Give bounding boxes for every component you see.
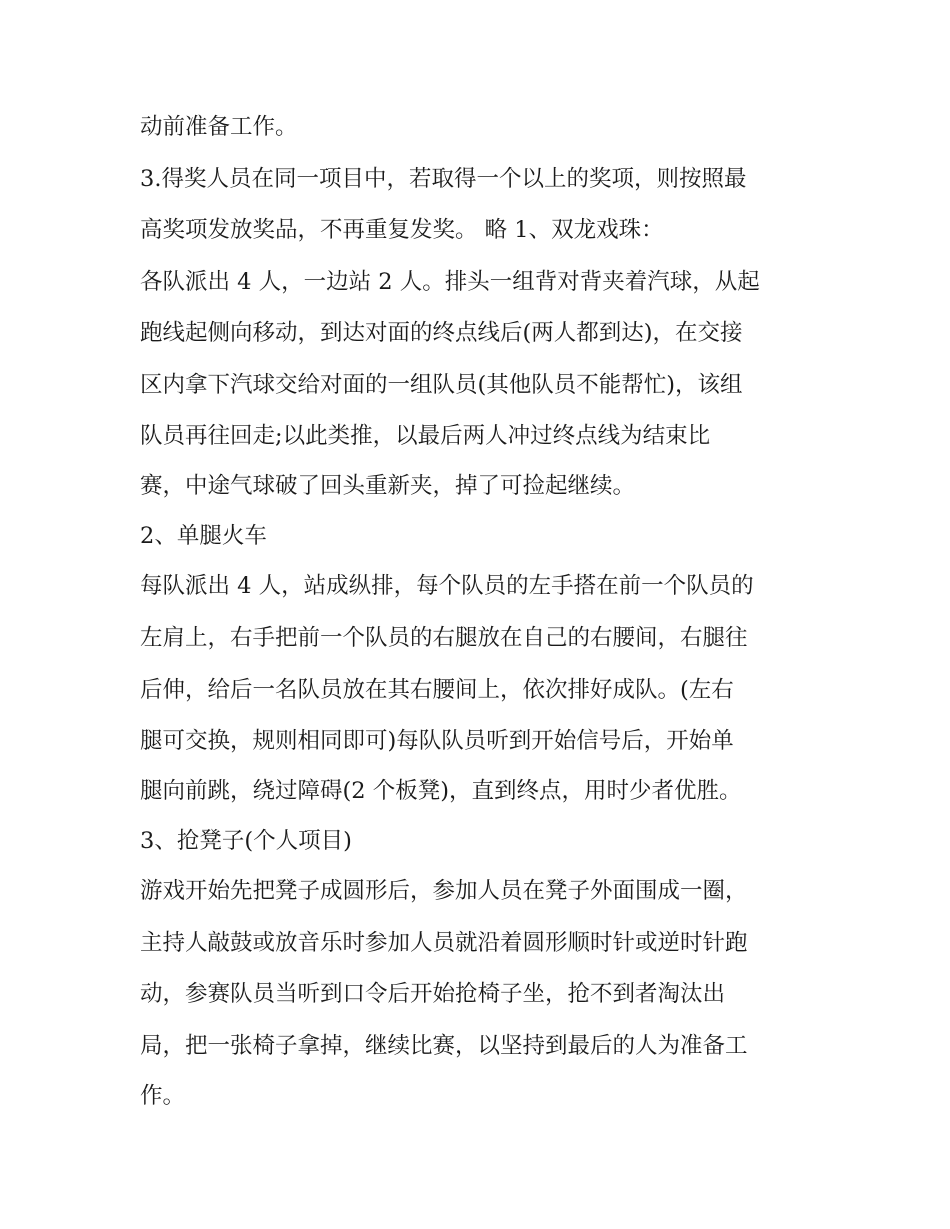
section-heading: 3、抢凳子(个人项目) — [140, 828, 352, 854]
text-line: 动前准备工作。 — [140, 114, 298, 140]
text-line: 各队派出 4 人，一边站 2 人。排头一组背对背夹着汽球，从起 — [140, 269, 760, 295]
text-line: 左肩上，右手把前一个队员的右腿放在自己的右腰间，右腿往 — [140, 625, 748, 651]
text-line: 后伸，给后一名队员放在其右腰间上，依次排好成队。(左右 — [140, 677, 734, 703]
text-line: 动，参赛队员当听到口令后开始抢椅子坐，抢不到者淘汰出 — [140, 981, 726, 1007]
text-line: 跑线起侧向移动，到达对面的终点线后(两人都到达)，在交接 — [140, 320, 743, 346]
text-line: 腿向前跳，绕过障碍(2 个板凳)，直到终点，用时少者优胜。 — [140, 778, 742, 804]
text-line: 队员再往回走;以此类推，以最后两人冲过终点线为结束比 — [140, 423, 711, 449]
text-line: 赛，中途气球破了回头重新夹，掉了可捡起继续。 — [140, 473, 636, 499]
text-line: 区内拿下汽球交给对面的一组队员(其他队员不能帮忙)，该组 — [140, 372, 743, 398]
text-line: 主持人敲鼓或放音乐时参加人员就沿着圆形顺时针或逆时针跑 — [140, 930, 748, 956]
text-line: 游戏开始先把凳子成圆形后，参加人员在凳子外面围成一圈， — [140, 878, 748, 904]
text-line: 局，把一张椅子拿掉，继续比赛，以坚持到最后的人为准备工 — [140, 1033, 748, 1059]
text-line: 3.得奖人员在同一项目中，若取得一个以上的奖项，则按照最 — [140, 166, 747, 192]
text-line: 每队派出 4 人，站成纵排，每个队员的左手搭在前一个队员的 — [140, 573, 754, 599]
section-heading: 2、单腿火车 — [140, 523, 267, 549]
text-line: 作。 — [140, 1083, 186, 1109]
text-line: 高奖项发放奖品，不再重复发奖。 略 1、双龙戏珠： — [140, 217, 664, 243]
text-line: 腿可交换，规则相同即可)每队队员听到开始信号后，开始单 — [140, 728, 734, 754]
